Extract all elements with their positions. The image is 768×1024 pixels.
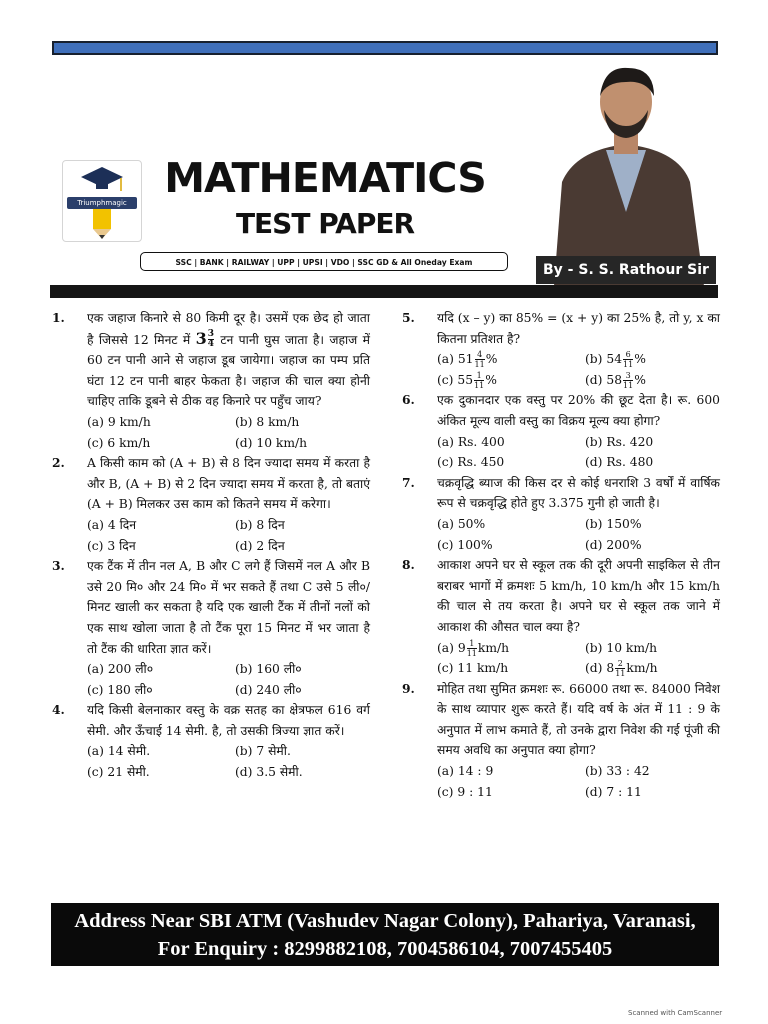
option-b[interactable]: (b) 8 km/h — [235, 414, 300, 429]
footer-address: Address Near SBI ATM (Vashudev Nagar Colony), Pahariya, Varanasi, — [74, 910, 696, 932]
question-number: 2. — [52, 455, 65, 471]
question-6 — [402, 390, 720, 472]
questions-column-right — [402, 308, 720, 802]
option-a[interactable]: (a) 51 $\frac{4}{11}$ % — [437, 350, 498, 370]
option-b[interactable]: (b) Rs. 420 — [585, 434, 654, 449]
option-d[interactable]: (d) 240 ली० — [235, 682, 302, 697]
instructor-photo — [534, 62, 718, 286]
mixed-fraction: 3 $\frac{3}{4}$ — [195, 328, 214, 349]
option-c[interactable]: (c) 55 $\frac{1}{11}$ % — [437, 370, 497, 390]
option-d[interactable]: (d) 10 km/h — [235, 435, 308, 450]
questions-column-left — [52, 308, 370, 783]
author-byline: By - S. S. Rathour Sir — [536, 256, 716, 284]
option-b[interactable]: (b) 8 दिन — [235, 517, 285, 532]
top-accent-bar — [52, 41, 718, 55]
option-d[interactable]: (d) 200% — [585, 537, 642, 552]
question-number: 7. — [402, 474, 415, 490]
question-text: मोहित तथा सुमित क्रमशः रू. 66000 तथा रू. 84000 निवेश के साथ व्यापार शुरू करते हैं। यदि वर्ष के अंत में 11 : 9 के अनुपात में लाभ कमाते हैं, तो उनके द्वारा निवेश की गई पूंजी की समय अवधि का अनुपात क्या होगा? — [437, 681, 720, 758]
option-c[interactable]: (c) 100% — [437, 537, 493, 552]
answer-options — [437, 432, 720, 473]
option-a[interactable]: (a) 9 $\frac{1}{11}$ km/h — [437, 638, 510, 658]
answer-options — [87, 515, 370, 556]
option-c[interactable]: (c) Rs. 450 — [437, 455, 505, 470]
option-d[interactable]: (d) 7 : 11 — [585, 784, 642, 799]
question-number: 3. — [52, 558, 65, 574]
option-d[interactable]: (d) 2 दिन — [235, 538, 285, 553]
option-b[interactable]: (b) 160 ली० — [235, 662, 302, 677]
option-a[interactable]: (a) 4 दिन — [87, 517, 137, 532]
answer-options — [87, 741, 370, 782]
exam-list-banner: SSC | BANK | RAILWAY | UPP | UPSI | VDO | SSC GD & All Oneday Exam — [140, 252, 508, 271]
question-text: आकाश अपने घर से स्कूल तक की दूरी अपनी साइकिल से तीन बराबर भागों में क्रमशः 5 km/h, 10 km/h और 15 km/h की चाल से तय करता है। अपने घर से स्कूल तक जाने में आकाश की औसत चाल क्या है? — [437, 558, 720, 634]
option-a[interactable]: (a) 50% — [437, 516, 486, 531]
question-text: चक्रवृद्धि ब्याज की किस दर से कोई धनराशि 3 वर्षों में वार्षिक रूप से चक्रवृद्धि होते हुए 3.375 गुनी हो जाती है। — [437, 475, 720, 511]
option-b[interactable]: (b) 54 $\frac{6}{11}$ % — [585, 350, 646, 370]
option-a[interactable]: (a) 14 : 9 — [437, 764, 494, 779]
option-a[interactable]: (a) 9 km/h — [87, 414, 151, 429]
question-9 — [402, 679, 720, 803]
option-b[interactable]: (b) 33 : 42 — [585, 764, 650, 779]
question-number: 5. — [402, 310, 415, 325]
question-number: 1. — [52, 310, 65, 325]
page-subtitle: TEST PAPER — [235, 207, 415, 240]
option-c[interactable]: (c) 6 km/h — [87, 435, 151, 450]
question-3 — [52, 556, 370, 700]
option-b[interactable]: (b) 150% — [585, 516, 642, 531]
option-c[interactable]: (c) 180 ली० — [87, 682, 153, 697]
question-number: 8. — [402, 557, 415, 573]
answer-options — [437, 761, 720, 802]
logo-wordmark: Triumphmagic — [67, 197, 137, 209]
contact-footer — [51, 903, 719, 966]
question-text: एक दुकानदार एक वस्तु पर 20% की छूट देता है। रू. 600 अंकित मूल्य वाली वस्तु का विक्रय मूल्य क्या होगा? — [437, 393, 720, 428]
option-c[interactable]: (c) 21 सेमी. — [87, 765, 150, 780]
answer-options — [87, 412, 370, 453]
option-c[interactable]: (c) 11 km/h — [437, 661, 509, 676]
question-text: यदि किसी बेलनाकार वस्तु के वक्र सतह का क्षेत्रफल 616 वर्ग सेमी. और ऊँचाई 14 सेमी. है, तो उसकी त्रिज्या ज्ञात करें। — [87, 703, 370, 738]
answer-options — [437, 349, 720, 390]
option-a[interactable]: (a) Rs. 400 — [437, 434, 505, 449]
option-d[interactable]: (d) Rs. 480 — [585, 455, 654, 470]
option-c[interactable]: (c) 9 : 11 — [437, 784, 493, 799]
instructor-portrait-image — [534, 62, 718, 286]
answer-options — [437, 638, 720, 679]
option-b[interactable]: (b) 10 km/h — [585, 640, 658, 655]
question-number: 9. — [402, 680, 415, 696]
question-text: यदि (x – y) का 85% = (x + y) का 25% है, तो y, x का कितना प्रतिशत है? — [437, 311, 720, 346]
question-2 — [52, 453, 370, 556]
question-5 — [402, 308, 720, 390]
option-a[interactable]: (a) 200 ली० — [87, 662, 154, 677]
question-number: 4. — [52, 702, 65, 718]
footer-enquiry: For Enquiry : 8299882108, 7004586104, 7007455405 — [157, 938, 613, 960]
question-8 — [402, 555, 720, 679]
option-d[interactable]: (d) 3.5 सेमी. — [235, 765, 303, 780]
option-a[interactable]: (a) 14 सेमी. — [87, 744, 151, 759]
question-text: A किसी काम को (A + B) से 8 दिन ज्यादा समय में करता है और B, (A + B) से 2 दिन ज्यादा समय में करता है, तो बताएं (A + B) मिलकर उस काम को कितने समय में करेगा। — [87, 456, 370, 512]
question-text: एक जहाज किनारे से 80 किमी दूर है। उसमें एक छेद हो जाता है जिससे 12 मिनट में 3 $\frac{3}{4}$ टन पानी घुस जाता है। जहाज में 60 टन पानी आने से जहाज डूब जायेगा। जहाज का पम्प प्रति घंटा 12 टन पानी बाहर फेकता है। जहाज की चाल क्या होनी चाहिए ताकि डूबने से ठीक वह किनारे पर पहुँच जाय? — [87, 311, 370, 409]
question-1 — [52, 308, 370, 453]
answer-options — [437, 514, 720, 555]
option-c[interactable]: (c) 3 दिन — [87, 538, 136, 553]
question-4 — [52, 700, 370, 782]
header-divider — [50, 285, 718, 298]
scanner-watermark: Scanned with CamScanner — [628, 1009, 723, 1017]
page-title: MATHEMATICS — [164, 154, 486, 202]
question-text: एक टैंक में तीन नल A, B और C लगे हैं जिसमें नल A और B उसे 20 मि० और 24 मि० में भर सकते हैं तथा C उसे 5 ली०/मिनट खाली कर सकता है यदि एक खाली टैंक में तीनों नलों को एक साथ खोला जाता है तो टैंक पूरा 15 मिनट में भर जाता है तो टैंक की धारिता ज्ञात करें। — [87, 559, 370, 656]
option-d[interactable]: (d) 8 $\frac{2}{11}$ km/h — [585, 659, 658, 679]
triumph-academy-logo — [62, 160, 142, 242]
option-b[interactable]: (b) 7 सेमी. — [235, 744, 291, 759]
question-7 — [402, 473, 720, 555]
answer-options — [87, 659, 370, 700]
question-number: 6. — [402, 392, 415, 408]
option-d[interactable]: (d) 58 $\frac{3}{11}$ % — [585, 370, 646, 390]
